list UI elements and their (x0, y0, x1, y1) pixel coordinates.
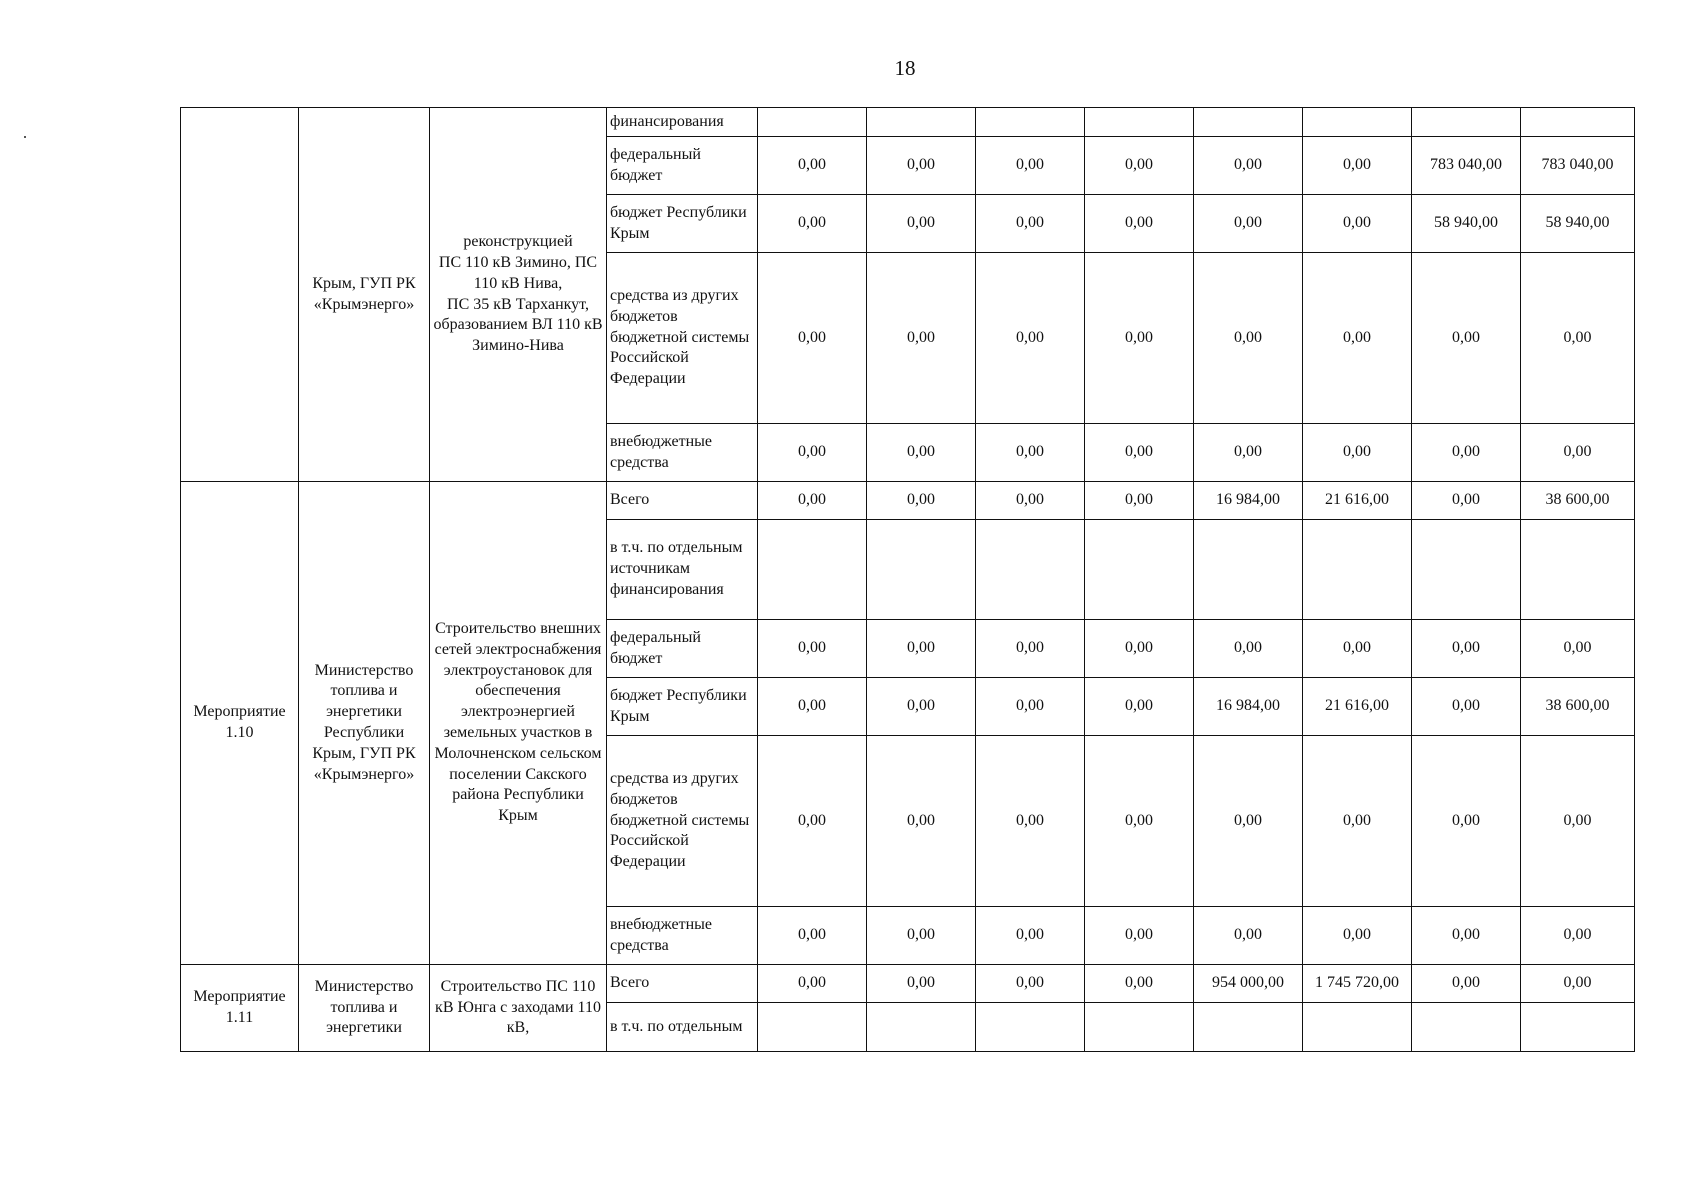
value-cell: 0,00 (1085, 424, 1194, 482)
value-cell: 21 616,00 (1303, 678, 1412, 736)
value-cell: 0,00 (976, 678, 1085, 736)
executor-cell: Министерство топлива и энергетики Республики Крым, ГУП РК «Крымэнерго» (299, 482, 430, 965)
value-cell (758, 108, 867, 137)
funding-source-cell: средства из других бюджетов бюджетной системы Российской Федерации (607, 736, 758, 907)
value-cell: 0,00 (758, 482, 867, 520)
value-cell: 0,00 (976, 424, 1085, 482)
value-cell: 0,00 (1194, 907, 1303, 965)
value-cell: 16 984,00 (1194, 482, 1303, 520)
value-cell: 783 040,00 (1412, 137, 1521, 195)
funding-source-cell: внебюджетные средства (607, 907, 758, 965)
table-row (181, 965, 1635, 1003)
value-cell: 0,00 (758, 424, 867, 482)
event-cell: Мероприятие 1.11 (181, 965, 299, 1052)
value-cell: 0,00 (867, 253, 976, 424)
value-cell (1412, 108, 1521, 137)
executor-cell: Крым, ГУП РК «Крымэнерго» (299, 108, 430, 482)
funding-source-cell: Всего (607, 482, 758, 520)
value-cell: 0,00 (1085, 253, 1194, 424)
value-cell (758, 1003, 867, 1052)
value-cell: 0,00 (1085, 965, 1194, 1003)
value-cell (1194, 108, 1303, 137)
description-cell: Строительство ПС 110 кВ Юнга с заходами 110 кВ, (430, 965, 607, 1052)
value-cell: 0,00 (1303, 620, 1412, 678)
value-cell: 0,00 (1412, 253, 1521, 424)
value-cell (1521, 520, 1635, 620)
value-cell: 0,00 (1521, 736, 1635, 907)
funding-source-cell: федеральный бюджет (607, 137, 758, 195)
value-cell: 0,00 (976, 620, 1085, 678)
value-cell: 0,00 (758, 137, 867, 195)
value-cell: 0,00 (1412, 907, 1521, 965)
table-row (181, 108, 1635, 137)
value-cell: 0,00 (1412, 424, 1521, 482)
value-cell: 0,00 (1194, 137, 1303, 195)
value-cell: 0,00 (758, 965, 867, 1003)
scan-speck (24, 136, 26, 138)
value-cell: 0,00 (867, 965, 976, 1003)
funding-source-cell: в т.ч. по отдельным источникам финансирования (607, 520, 758, 620)
value-cell: 0,00 (867, 736, 976, 907)
value-cell (1521, 108, 1635, 137)
value-cell (1412, 520, 1521, 620)
event-cell: Мероприятие 1.10 (181, 482, 299, 965)
value-cell: 0,00 (1303, 907, 1412, 965)
funding-source-cell: внебюджетные средства (607, 424, 758, 482)
value-cell: 0,00 (1194, 424, 1303, 482)
value-cell (976, 1003, 1085, 1052)
value-cell: 0,00 (867, 424, 976, 482)
description-line: ПС 35 кВ Тарханкут, образованием ВЛ 110 кВ Зимино-Нива (433, 295, 603, 355)
value-cell: 0,00 (1303, 424, 1412, 482)
value-cell: 0,00 (1085, 195, 1194, 253)
description-line: ПС 110 кВ Зимино, ПС 110 кВ Нива, (438, 253, 598, 292)
executor-cell: Министерство топлива и энергетики (299, 965, 430, 1052)
value-cell (1085, 1003, 1194, 1052)
funding-source-cell: бюджет Республики Крым (607, 195, 758, 253)
value-cell: 0,00 (1412, 678, 1521, 736)
funding-source-cell: в т.ч. по отдельным (607, 1003, 758, 1052)
value-cell (1303, 108, 1412, 137)
value-cell: 0,00 (1521, 907, 1635, 965)
table-body (181, 108, 1635, 1052)
value-cell: 0,00 (976, 195, 1085, 253)
value-cell: 0,00 (758, 195, 867, 253)
value-cell: 0,00 (976, 137, 1085, 195)
value-cell (867, 520, 976, 620)
value-cell: 1 745 720,00 (1303, 965, 1412, 1003)
value-cell: 0,00 (758, 736, 867, 907)
value-cell (1412, 1003, 1521, 1052)
description-cell: Строительство внешних сетей электроснабжения электроустановок для обеспечения электроэнергией земельных участков в Молочненском сельском поселении Сакского района Республики Крым (430, 482, 607, 965)
value-cell (867, 1003, 976, 1052)
page-number: 18 (894, 56, 916, 80)
value-cell: 0,00 (758, 907, 867, 965)
funding-table (180, 107, 1635, 1052)
value-cell (1194, 520, 1303, 620)
value-cell: 0,00 (976, 965, 1085, 1003)
event-cell (181, 108, 299, 482)
value-cell: 0,00 (758, 253, 867, 424)
value-cell: 0,00 (1085, 620, 1194, 678)
value-cell: 58 940,00 (1412, 195, 1521, 253)
value-cell: 0,00 (1085, 678, 1194, 736)
value-cell: 21 616,00 (1303, 482, 1412, 520)
value-cell: 0,00 (1521, 253, 1635, 424)
value-cell: 0,00 (1085, 137, 1194, 195)
value-cell: 0,00 (1303, 195, 1412, 253)
description-line: реконструкцией (463, 233, 573, 251)
value-cell: 0,00 (1303, 736, 1412, 907)
value-cell: 0,00 (976, 253, 1085, 424)
funding-source-cell: финансирования (607, 108, 758, 137)
value-cell: 0,00 (1194, 736, 1303, 907)
value-cell: 0,00 (1085, 907, 1194, 965)
value-cell (976, 520, 1085, 620)
value-cell: 0,00 (758, 678, 867, 736)
value-cell: 0,00 (867, 195, 976, 253)
value-cell: 0,00 (1085, 736, 1194, 907)
value-cell: 0,00 (1194, 620, 1303, 678)
value-cell (976, 108, 1085, 137)
value-cell (1085, 108, 1194, 137)
value-cell: 0,00 (758, 620, 867, 678)
value-cell: 0,00 (1194, 195, 1303, 253)
value-cell: 0,00 (1412, 620, 1521, 678)
value-cell: 0,00 (1521, 424, 1635, 482)
value-cell: 0,00 (1412, 736, 1521, 907)
value-cell: 783 040,00 (1521, 137, 1635, 195)
value-cell: 0,00 (976, 736, 1085, 907)
value-cell: 0,00 (976, 482, 1085, 520)
value-cell: 38 600,00 (1521, 482, 1635, 520)
value-cell: 0,00 (1303, 137, 1412, 195)
value-cell: 0,00 (1521, 965, 1635, 1003)
value-cell: 0,00 (867, 678, 976, 736)
value-cell: 0,00 (867, 907, 976, 965)
value-cell (1194, 1003, 1303, 1052)
value-cell: 0,00 (867, 137, 976, 195)
funding-source-cell: средства из других бюджетов бюджетной системы Российской Федерации (607, 253, 758, 424)
value-cell: 0,00 (1303, 253, 1412, 424)
funding-source-cell: бюджет Республики Крым (607, 678, 758, 736)
value-cell: 16 984,00 (1194, 678, 1303, 736)
value-cell: 58 940,00 (1521, 195, 1635, 253)
value-cell: 0,00 (1194, 253, 1303, 424)
value-cell: 954 000,00 (1194, 965, 1303, 1003)
description-cell (430, 108, 607, 482)
value-cell (1085, 520, 1194, 620)
value-cell (1303, 1003, 1412, 1052)
funding-source-cell: федеральный бюджет (607, 620, 758, 678)
value-cell: 0,00 (1085, 482, 1194, 520)
value-cell: 0,00 (867, 482, 976, 520)
value-cell: 0,00 (1521, 620, 1635, 678)
funding-source-cell: Всего (607, 965, 758, 1003)
table-row (181, 482, 1635, 520)
value-cell (1303, 520, 1412, 620)
value-cell: 38 600,00 (1521, 678, 1635, 736)
value-cell: 0,00 (1412, 482, 1521, 520)
value-cell: 0,00 (1412, 965, 1521, 1003)
value-cell (758, 520, 867, 620)
value-cell: 0,00 (976, 907, 1085, 965)
value-cell: 0,00 (867, 620, 976, 678)
value-cell (867, 108, 976, 137)
value-cell (1521, 1003, 1635, 1052)
